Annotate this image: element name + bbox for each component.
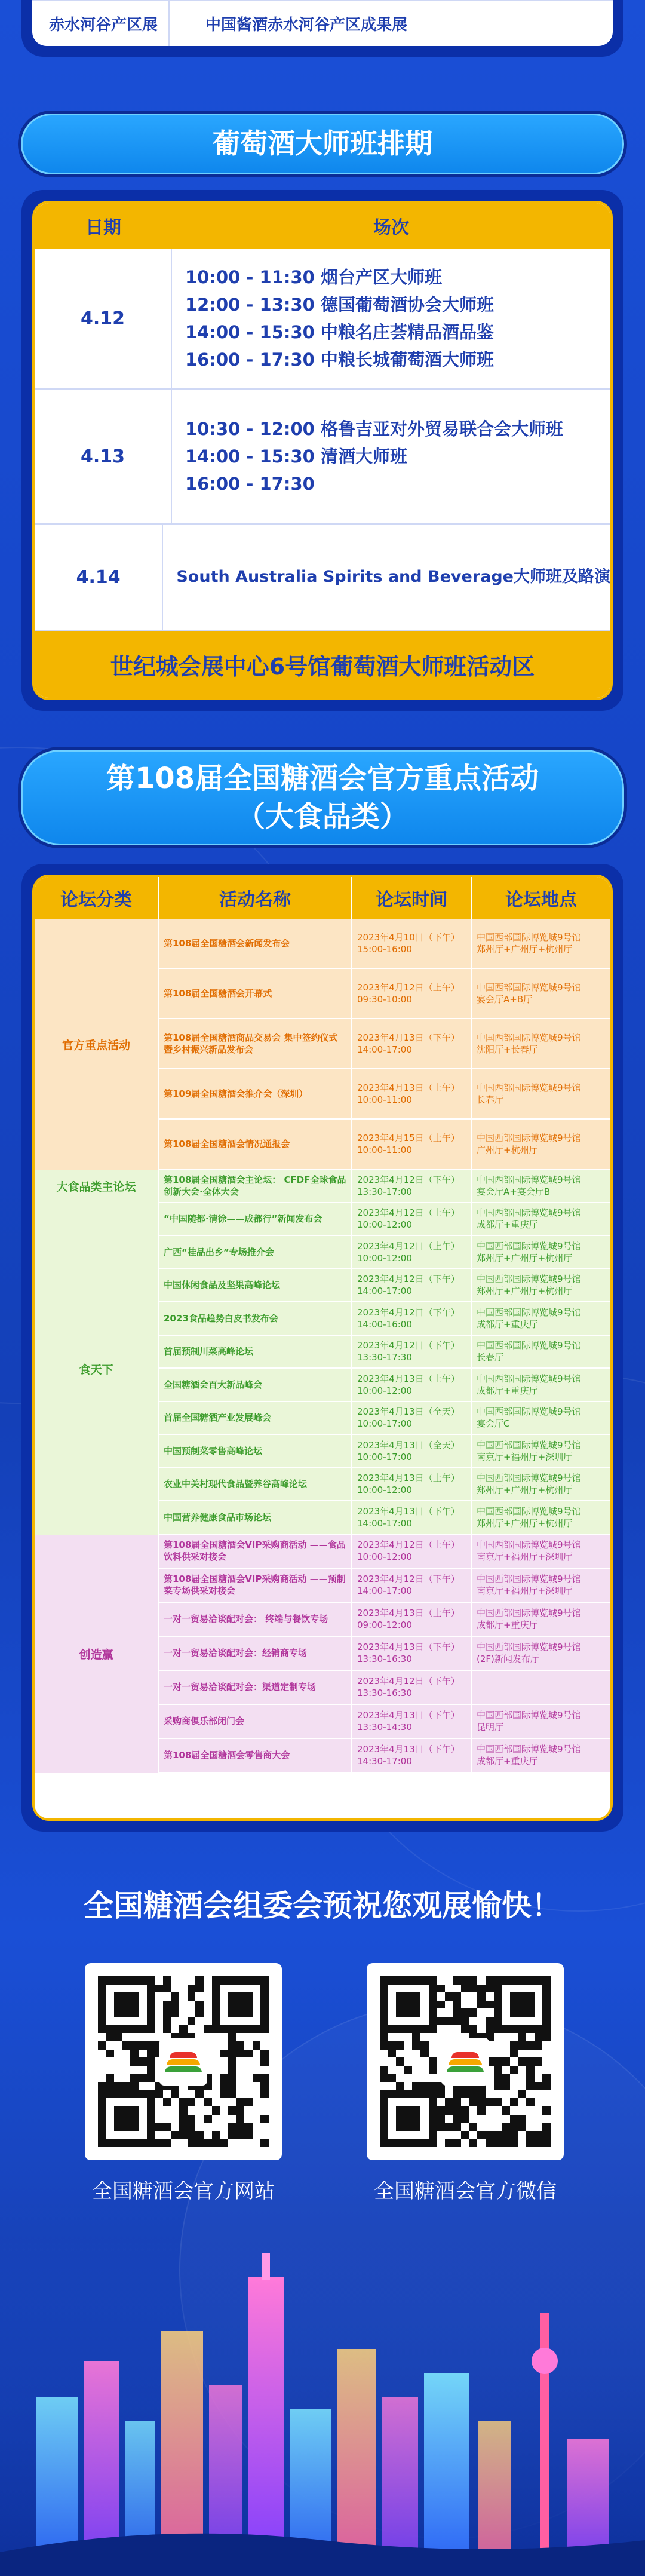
activity-venue bbox=[472, 1739, 610, 1772]
date-cell: 4.13 bbox=[35, 390, 172, 523]
venue-room: 成都厅+重庆厅 bbox=[477, 1620, 538, 1630]
session-item: South Australia Spirits and Beverage大师班及路演 bbox=[176, 568, 610, 586]
time-range: 10:00-17:00 bbox=[357, 1418, 412, 1430]
activity-venue bbox=[472, 1369, 610, 1401]
table-row bbox=[159, 1637, 610, 1671]
activity-venue bbox=[472, 1069, 610, 1118]
venue-room: 沈阳厅+长春厅 bbox=[477, 1044, 538, 1055]
activity-venue bbox=[472, 1120, 610, 1169]
table-row bbox=[35, 390, 610, 525]
activity-name: 第108届全国糖酒会主论坛： CFDF全球食品创新大会·全体大会 bbox=[159, 1170, 352, 1202]
venue-hall: 中国西部国际博览城9号馆 bbox=[477, 1207, 581, 1219]
venue-hall: 中国西部国际博览城9号馆 bbox=[477, 1307, 581, 1318]
venue-hall: 中国西部国际博览城9号馆 bbox=[477, 1082, 581, 1093]
venue-hall: 中国西部国际博览城9号馆 bbox=[477, 1439, 581, 1450]
venue-room: 长春厅 bbox=[477, 1094, 504, 1105]
activity-time bbox=[352, 1501, 472, 1534]
time-date: 2023年4月13日（下午） bbox=[357, 1710, 460, 1721]
table-row bbox=[159, 1369, 610, 1402]
activity-name: 广西“桂品出乡”专场推介会 bbox=[159, 1236, 352, 1268]
activity-name: 一对一贸易洽谈配对会： 终端与餐饮专场 bbox=[159, 1603, 352, 1636]
activity-venue bbox=[472, 1603, 610, 1636]
venue-room: 成都厅+重庆厅 bbox=[477, 1219, 538, 1231]
table-row bbox=[159, 969, 610, 1019]
table-row bbox=[35, 249, 610, 390]
wine-schedule-table bbox=[22, 190, 624, 711]
time-range: 13:30-17:30 bbox=[357, 1352, 412, 1363]
activity-name: 首届全国糖酒产业发展峰会 bbox=[159, 1402, 352, 1434]
qr-caption-wechat: 全国糖酒会官方微信 bbox=[374, 2179, 557, 2203]
exhibit-cell: 中国酱酒赤水河谷产区成果展 bbox=[205, 16, 408, 34]
time-range: 14:00-17:00 bbox=[357, 1044, 412, 1055]
time-date: 2023年4月13日（上午） bbox=[357, 1082, 460, 1093]
table-row bbox=[159, 1501, 610, 1535]
table-header bbox=[35, 877, 610, 919]
activity-name: 中国营养健康食品市场论坛 bbox=[159, 1501, 352, 1534]
logo-icon bbox=[159, 2038, 207, 2086]
table-row bbox=[159, 1120, 610, 1170]
venue-hall: 中国西部国际博览城9号馆 bbox=[477, 1473, 581, 1484]
table-row bbox=[159, 1170, 610, 1203]
activity-name: 第109届全国糖酒会推介会（深圳） bbox=[159, 1069, 352, 1118]
session-item: 16:00 - 17:30 bbox=[185, 474, 315, 494]
activity-time bbox=[352, 969, 472, 1018]
table-row bbox=[159, 1269, 610, 1303]
time-date: 2023年4月12日（下午） bbox=[357, 1574, 460, 1584]
date-cell: 4.14 bbox=[35, 525, 163, 630]
activity-name: 中国休闲食品及坚果高峰论坛 bbox=[159, 1269, 352, 1302]
table-row bbox=[159, 919, 610, 969]
header-venue: 论坛地点 bbox=[505, 890, 577, 910]
activity-time bbox=[352, 1269, 472, 1302]
venue-hall: 中国西部国际博览城9号馆 bbox=[477, 1174, 581, 1185]
time-range: 14:00-17:00 bbox=[357, 1517, 412, 1529]
time-date: 2023年4月15日（上午） bbox=[357, 1133, 460, 1143]
activity-venue bbox=[472, 1468, 610, 1501]
activity-venue bbox=[472, 1019, 610, 1068]
activity-time bbox=[352, 1369, 472, 1401]
category-group bbox=[35, 919, 610, 1170]
time-range: 10:00-17:00 bbox=[357, 1451, 412, 1462]
activity-venue bbox=[472, 1269, 610, 1302]
activity-name: 首届预制川菜高峰论坛 bbox=[159, 1336, 352, 1368]
time-date: 2023年4月12日（上午） bbox=[357, 1240, 460, 1252]
table-row bbox=[159, 1402, 610, 1436]
table-row bbox=[159, 1739, 610, 1773]
venue-hall: 中国西部国际博览城9号馆 bbox=[477, 1032, 581, 1043]
table-header bbox=[35, 203, 610, 249]
session-item: 10:30 - 12:00 格鲁吉亚对外贸易联合会大师班 bbox=[185, 419, 563, 439]
venue-room: 宴会厅A+B厅 bbox=[477, 994, 533, 1005]
time-date: 2023年4月10日（下午） bbox=[357, 932, 460, 943]
activity-name: 第108届全国糖酒会开幕式 bbox=[159, 969, 352, 1018]
activity-name: “中国随都·清徐——成都行”新闻发布会 bbox=[159, 1203, 352, 1235]
activity-venue bbox=[472, 1336, 610, 1368]
session-item: 12:00 - 13:30 德国葡萄酒协会大师班 bbox=[185, 295, 494, 315]
category-cell: 创造赢 bbox=[35, 1535, 159, 1773]
activity-name: 农业中关村现代食品暨养谷高峰论坛 bbox=[159, 1468, 352, 1501]
activity-time bbox=[352, 919, 472, 968]
activity-time bbox=[352, 1302, 472, 1335]
time-range: 13:30-16:30 bbox=[357, 1654, 412, 1664]
activity-venue bbox=[472, 1203, 610, 1235]
time-date: 2023年4月13日（下午） bbox=[357, 1642, 460, 1652]
time-date: 2023年4月13日（上午） bbox=[357, 1608, 460, 1618]
header-session: 场次 bbox=[373, 217, 409, 238]
activity-name: 第108届全国糖酒商品交易会 集中签约仪式暨乡村振兴新品发布会 bbox=[159, 1019, 352, 1068]
time-range: 09:00-12:00 bbox=[357, 1620, 412, 1630]
venue-hall: 中国西部国际博览城9号馆 bbox=[477, 1642, 581, 1652]
venue-room: 宴会厅C bbox=[477, 1418, 510, 1430]
venue-room: 成都厅+重庆厅 bbox=[477, 1318, 538, 1330]
venue-hall: 中国西部国际博览城9号馆 bbox=[477, 1406, 581, 1418]
activity-venue bbox=[472, 1671, 610, 1704]
activity-time bbox=[352, 1468, 472, 1501]
time-range: 13:30-14:30 bbox=[357, 1722, 412, 1732]
activity-venue bbox=[472, 1236, 610, 1268]
venue-room: 郑州厅+广州厅+杭州厅 bbox=[477, 1485, 573, 1496]
category-cell: 官方重点活动 bbox=[35, 919, 159, 1170]
header-date: 日期 bbox=[85, 217, 121, 238]
time-range: 14:00-17:00 bbox=[357, 1586, 412, 1596]
activity-time bbox=[352, 1535, 472, 1568]
venue-room: 南京厅+福州厅+深圳厅 bbox=[477, 1586, 573, 1596]
table-row bbox=[159, 1535, 610, 1569]
wine-section-title: 葡萄酒大师班排期 bbox=[18, 111, 627, 177]
activity-time bbox=[352, 1019, 472, 1068]
activity-name: 第108届全国糖酒会零售商大会 bbox=[159, 1739, 352, 1772]
time-date: 2023年4月13日（上午） bbox=[357, 1373, 460, 1384]
time-date: 2023年4月12日（下午） bbox=[357, 1307, 460, 1318]
table-row bbox=[159, 1236, 610, 1269]
activity-time bbox=[352, 1569, 472, 1602]
top-exhibit-table bbox=[22, 0, 624, 57]
activity-time bbox=[352, 1435, 472, 1467]
venue-hall: 中国西部国际博览城9号馆 bbox=[477, 1133, 581, 1143]
time-date: 2023年4月13日（全天） bbox=[357, 1406, 460, 1418]
venue-hall: 中国西部国际博览城9号馆 bbox=[477, 1744, 581, 1755]
table-row bbox=[35, 525, 610, 631]
session-item: 16:00 - 17:30 中粮长城葡萄酒大师班 bbox=[185, 349, 494, 370]
closing-message: 全国糖酒会组委会预祝您观展愉快！ bbox=[84, 1888, 561, 1923]
table-row bbox=[159, 1603, 610, 1637]
activity-time bbox=[352, 1603, 472, 1636]
activity-time bbox=[352, 1336, 472, 1368]
time-date: 2023年4月12日（下午） bbox=[357, 1174, 460, 1185]
header-name: 活动名称 bbox=[159, 877, 352, 919]
region-cell: 赤水河谷产区展 bbox=[32, 1, 170, 46]
table-row bbox=[159, 1203, 610, 1237]
venue-room: 郑州厅+广州厅+杭州厅 bbox=[477, 1252, 573, 1264]
venue-hall: 中国西部国际博览城9号馆 bbox=[477, 932, 581, 943]
time-date: 2023年4月12日（上午） bbox=[357, 1207, 460, 1219]
activity-time bbox=[352, 1203, 472, 1235]
table-row bbox=[159, 1705, 610, 1739]
activity-time bbox=[352, 1402, 472, 1434]
time-date: 2023年4月12日（下午） bbox=[357, 1676, 460, 1686]
activity-table bbox=[22, 864, 624, 1832]
time-date: 2023年4月12日（下午） bbox=[357, 1274, 460, 1285]
table-row bbox=[159, 1671, 610, 1705]
time-range: 10:00-12:00 bbox=[357, 1485, 412, 1496]
category-cell: 大食品类主论坛 bbox=[56, 1180, 136, 1194]
venue-hall: 中国西部国际博览城9号馆 bbox=[477, 1240, 581, 1252]
activity-name: 2023食品趋势白皮书发布会 bbox=[159, 1302, 352, 1335]
activity-venue bbox=[472, 969, 610, 1018]
activity-venue bbox=[472, 1170, 610, 1202]
activity-name: 采购商俱乐部闭门会 bbox=[159, 1705, 352, 1738]
time-range: 10:00-11:00 bbox=[357, 1094, 412, 1105]
venue-room: 长春厅 bbox=[477, 1352, 504, 1363]
venue-room: 昆明厅 bbox=[477, 1722, 504, 1732]
activity-time bbox=[352, 1120, 472, 1169]
time-range: 10:00-12:00 bbox=[357, 1252, 412, 1264]
table-row bbox=[159, 1302, 610, 1336]
time-range: 10:00-12:00 bbox=[357, 1385, 412, 1396]
activity-time bbox=[352, 1236, 472, 1268]
time-range: 09:30-10:00 bbox=[357, 994, 412, 1005]
activity-time bbox=[352, 1170, 472, 1202]
session-item: 14:00 - 15:30 中粮名庄荟精品酒品鉴 bbox=[185, 322, 494, 342]
time-date: 2023年4月13日（下午） bbox=[357, 1032, 460, 1043]
activity-name: 全国糖酒会百大新品峰会 bbox=[159, 1369, 352, 1401]
title-line-2: （大食品类） bbox=[236, 800, 408, 833]
time-range: 13:30-16:30 bbox=[357, 1688, 412, 1698]
qr-code-website[interactable] bbox=[85, 1963, 282, 2160]
activity-venue bbox=[472, 1705, 610, 1738]
time-date: 2023年4月12日（下午） bbox=[357, 1340, 460, 1351]
category-group bbox=[35, 1535, 610, 1773]
venue-room: 南京厅+福州厅+深圳厅 bbox=[477, 1451, 573, 1462]
activity-name: 一对一贸易洽谈配对会：渠道定制专场 bbox=[159, 1671, 352, 1704]
activity-venue bbox=[472, 1501, 610, 1534]
activity-venue bbox=[472, 1535, 610, 1568]
venue-room: (2F)新闻发布厅 bbox=[477, 1654, 539, 1664]
activity-venue bbox=[472, 1435, 610, 1467]
activity-time bbox=[352, 1739, 472, 1772]
activity-venue bbox=[472, 1302, 610, 1335]
venue-footer: 世纪城会展中心6号馆葡萄酒大师班活动区 bbox=[35, 631, 610, 698]
table-row bbox=[32, 0, 613, 46]
table-row bbox=[159, 1069, 610, 1120]
table-row bbox=[159, 1336, 610, 1369]
activity-name: 第108届全国糖酒会VIP采购商活动 ——预制菜专场供采对接会 bbox=[159, 1569, 352, 1602]
date-cell: 4.12 bbox=[35, 249, 172, 388]
qr-caption-website: 全国糖酒会官方网站 bbox=[92, 2179, 275, 2203]
activity-name: 第108届全国糖酒会情况通报会 bbox=[159, 1120, 352, 1169]
venue-hall: 中国西部国际博览城9号馆 bbox=[477, 1373, 581, 1384]
table-row bbox=[159, 1435, 610, 1468]
activity-venue bbox=[472, 1569, 610, 1602]
venue-hall: 中国西部国际博览城9号馆 bbox=[477, 1340, 581, 1351]
venue-room: 成都厅+重庆厅 bbox=[477, 1385, 538, 1396]
title-line-1: 第108届全国糖酒会官方重点活动 bbox=[106, 762, 539, 795]
activity-venue bbox=[472, 1637, 610, 1670]
table-row bbox=[159, 1468, 610, 1502]
venue-room: 宴会厅A+宴会厅B bbox=[477, 1186, 551, 1197]
time-date: 2023年4月13日（下午） bbox=[357, 1744, 460, 1755]
activity-section-title bbox=[18, 747, 627, 848]
activity-name: 中国预制菜零售高峰论坛 bbox=[159, 1435, 352, 1467]
table-row bbox=[159, 1569, 610, 1603]
time-range: 14:30-17:00 bbox=[357, 1756, 412, 1767]
session-item: 14:00 - 15:30 清酒大师班 bbox=[185, 446, 407, 467]
time-range: 13:30-17:00 bbox=[357, 1186, 412, 1197]
activity-name: 一对一贸易洽谈配对会：经销商专场 bbox=[159, 1637, 352, 1670]
venue-hall: 中国西部国际博览城9号馆 bbox=[477, 1710, 581, 1721]
header-time: 论坛时间 bbox=[352, 877, 472, 919]
venue-room: 成都厅+重庆厅 bbox=[477, 1756, 538, 1767]
venue-hall: 中国西部国际博览城9号馆 bbox=[477, 1608, 581, 1618]
activity-time bbox=[352, 1637, 472, 1670]
time-date: 2023年4月13日（上午） bbox=[357, 1473, 460, 1484]
header-category: 论坛分类 bbox=[35, 877, 159, 919]
venue-room: 郑州厅+广州厅+杭州厅 bbox=[477, 1286, 573, 1297]
time-range: 14:00-16:00 bbox=[357, 1318, 412, 1330]
time-date: 2023年4月12日（上午） bbox=[357, 1540, 460, 1550]
venue-hall: 中国西部国际博览城9号馆 bbox=[477, 982, 581, 993]
time-date: 2023年4月13日（全天） bbox=[357, 1439, 460, 1450]
venue-room: 南京厅+福州厅+深圳厅 bbox=[477, 1551, 573, 1562]
venue-room: 郑州厅+广州厅+杭州厅 bbox=[477, 1517, 573, 1529]
venue-room: 郑州厅+广州厅+杭州厅 bbox=[477, 944, 573, 955]
venue-hall: 中国西部国际博览城9号馆 bbox=[477, 1574, 581, 1584]
activity-time bbox=[352, 1705, 472, 1738]
activity-time bbox=[352, 1671, 472, 1704]
time-date: 2023年4月12日（上午） bbox=[357, 982, 460, 993]
table-row bbox=[159, 1019, 610, 1069]
time-range: 15:00-16:00 bbox=[357, 944, 412, 955]
time-range: 10:00-11:00 bbox=[357, 1145, 412, 1155]
session-item: 10:00 - 11:30 烟台产区大师班 bbox=[185, 267, 442, 287]
city-skyline-illustration bbox=[0, 2241, 645, 2576]
time-date: 2023年4月13日（下午） bbox=[357, 1505, 460, 1517]
venue-hall: 中国西部国际博览城9号馆 bbox=[477, 1274, 581, 1285]
activity-venue bbox=[472, 1402, 610, 1434]
time-range: 10:00-12:00 bbox=[357, 1219, 412, 1231]
qr-code-wechat[interactable] bbox=[367, 1963, 564, 2160]
venue-hall: 中国西部国际博览城9号馆 bbox=[477, 1505, 581, 1517]
activity-name: 第108届全国糖酒会新闻发布会 bbox=[159, 919, 352, 968]
category-group bbox=[35, 1170, 610, 1535]
time-range: 10:00-12:00 bbox=[357, 1551, 412, 1562]
activity-name: 第108届全国糖酒会VIP采购商活动 ——食品饮料供采对接会 bbox=[159, 1535, 352, 1568]
activity-venue bbox=[472, 919, 610, 968]
venue-hall: 中国西部国际博览城9号馆 bbox=[477, 1540, 581, 1550]
venue-room: 广州厅+杭州厅 bbox=[477, 1145, 538, 1155]
category-cell: 食天下 bbox=[79, 1363, 113, 1376]
activity-time bbox=[352, 1069, 472, 1118]
time-range: 14:00-17:00 bbox=[357, 1286, 412, 1297]
logo-icon bbox=[441, 2038, 489, 2086]
